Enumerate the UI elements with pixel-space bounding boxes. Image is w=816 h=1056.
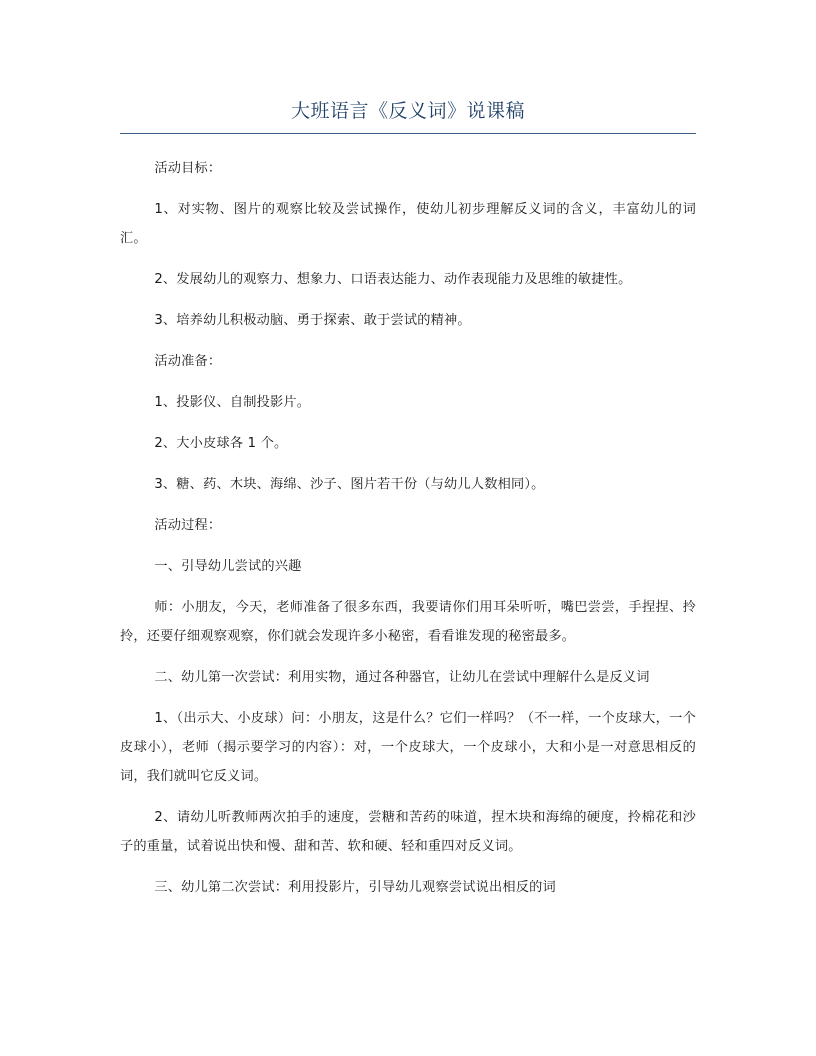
paragraph-prep-heading: 活动准备： (154, 354, 222, 369)
paragraph-goal-2: 2、发展幼儿的观察力、想象力、口语表达能力、动作表现能力及思维的敏捷性。 (154, 272, 632, 287)
paragraph-step-1-heading: 一、引导幼儿尝试的兴趣 (154, 559, 302, 574)
paragraph-step-1-body: 师：小朋友，今天，老师准备了很多东西，我要请你们用耳朵听听，嘴巴尝尝，手捏捏、拎拎，还要仔细观察观察，你们就会发现许多小秘密，看看谁发现的秘密最多。 (120, 600, 696, 644)
document-body (120, 154, 696, 914)
paragraph-step-2-item-2: 2、请幼儿听教师两次拍手的速度，尝糖和苦药的味道，捏木块和海绵的硬度，拎棉花和沙子的重量，试着说出快和慢、甜和苦、软和硬、轻和重四对反义词。 (120, 810, 696, 854)
paragraph-step-3-heading: 三、幼儿第二次尝试：利用投影片，引导幼儿观察尝试说出相反的词 (154, 880, 556, 895)
paragraph-goal-3: 3、培养幼儿积极动脑、勇于探索、敢于尝试的精神。 (154, 313, 471, 328)
title-divider (120, 133, 696, 134)
paragraph-step-2-heading: 二、幼儿第一次尝试：利用实物，通过各种器官，让幼儿在尝试中理解什么是反义词 (154, 670, 650, 685)
paragraph-goals-heading: 活动目标： (154, 161, 222, 176)
paragraph-process-heading: 活动过程： (154, 518, 222, 533)
paragraph-goal-1: 1、对实物、图片的观察比较及尝试操作，使幼儿初步理解反义词的含义，丰富幼儿的词汇。 (120, 202, 696, 246)
paragraph-step-2-item-1: 1、（出示大、小皮球）问：小朋友，这是什么？它们一样吗？（不一样，一个皮球大，一个皮球小），老师（揭示要学习的内容）：对，一个皮球大，一个皮球小，大和小是一对意思相反的词，我们就叫它反义词。 (120, 711, 696, 784)
paragraph-prep-2: 2、大小皮球各 1 个。 (154, 436, 288, 451)
page-title: 大班语言《反义词》说课稿 (290, 100, 525, 122)
paragraph-prep-3: 3、糖、药、木块、海绵、沙子、图片若干份（与幼儿人数相同）。 (154, 477, 545, 492)
paragraph-prep-1: 1、投影仪、自制投影片。 (154, 395, 311, 410)
